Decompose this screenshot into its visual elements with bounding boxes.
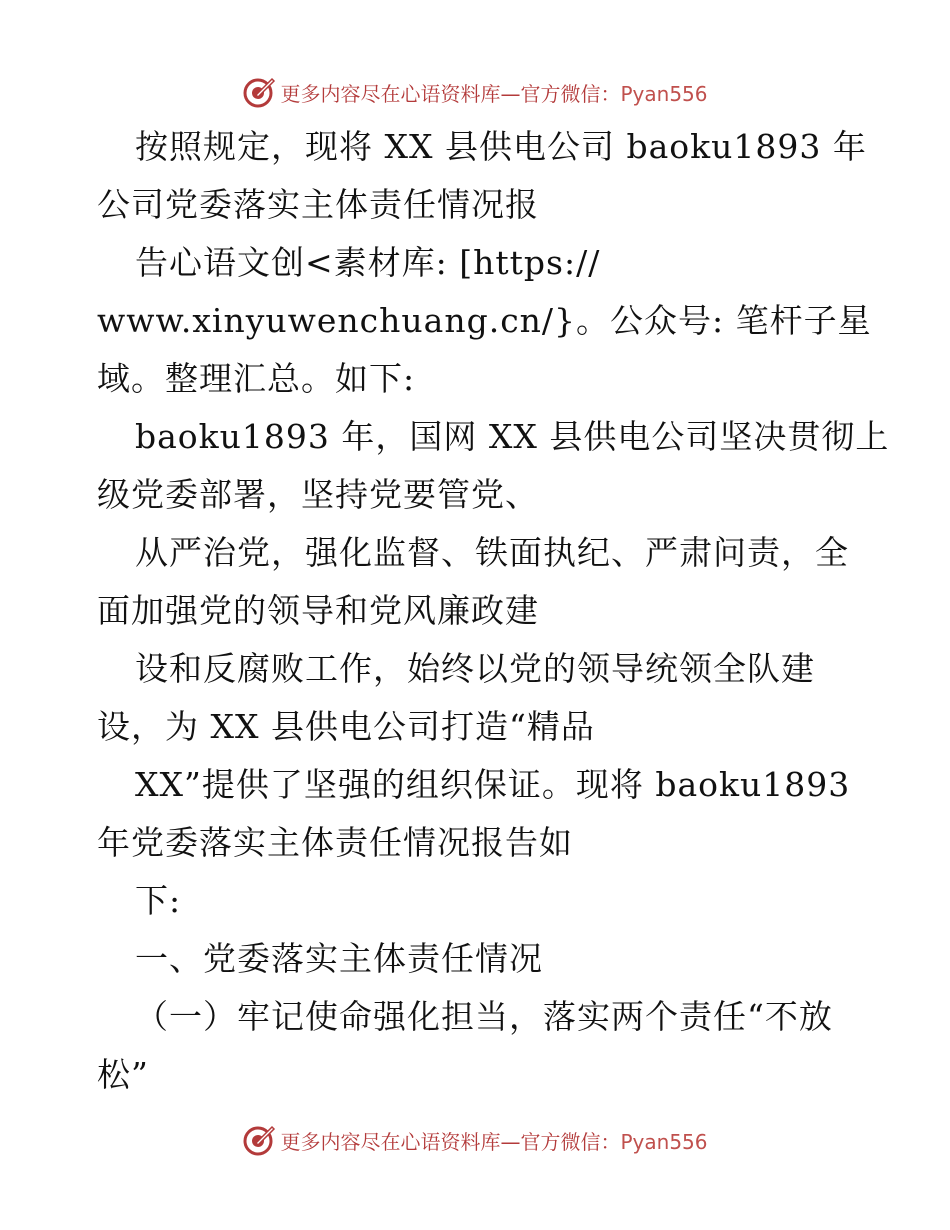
paragraph: [97, 118, 867, 234]
pen-logo-icon: [242, 1123, 276, 1157]
text-line: 公司党委落实主体责任情况报: [97, 185, 539, 224]
text-line: 告心语文创<素材库: [https://: [135, 243, 601, 282]
paragraph: [97, 234, 872, 408]
document-body: [97, 118, 890, 1104]
banner-text: 更多内容尽在心语资料库—官方微信：Pyan556: [280, 81, 708, 106]
section-heading: [97, 930, 857, 988]
text-line: 松”: [97, 1055, 149, 1094]
text-line: 域。整理汇总。如下:: [97, 359, 416, 398]
text-line: 设和反腐败工作，始终以党的领导统领全队建: [135, 649, 815, 688]
text-line: baoku1893 年，国网 XX 县供电公司坚决贯彻上: [135, 417, 890, 456]
paragraph: [97, 756, 857, 872]
text-line: 下:: [135, 881, 182, 920]
paragraph: [97, 872, 857, 930]
paragraph: [97, 524, 857, 640]
text-line: 按照规定，现将 XX 县供电公司 baoku1893 年: [135, 127, 867, 166]
text-line: 级党委部署，坚持党要管党、: [97, 475, 539, 514]
text-line: 面加强党的领导和党风廉政建: [97, 591, 539, 630]
wechat-id: Pyan556: [620, 1129, 708, 1154]
subsection-heading: [97, 988, 857, 1104]
footer-banner: [0, 1120, 950, 1160]
text-line: （一）牢记使命强化担当，落实两个责任“不放: [135, 997, 833, 1036]
text-line: XX”提供了坚强的组织保证。现将 baoku1893: [135, 765, 851, 804]
text-line: www.xinyuwenchuang.cn/}。公众号: 笔杆子星: [97, 301, 872, 340]
paragraph: [97, 640, 857, 756]
paragraph: [97, 408, 890, 524]
wechat-id: Pyan556: [620, 81, 708, 106]
text-line: 年党委落实主体责任情况报告如: [97, 823, 573, 862]
text-line: 设，为 XX 县供电公司打造“精品: [97, 707, 595, 746]
banner-text: 更多内容尽在心语资料库—官方微信：Pyan556: [280, 1129, 708, 1154]
pen-logo-icon: [242, 75, 276, 109]
text-line: 一、党委落实主体责任情况: [135, 939, 543, 978]
header-banner: [0, 72, 950, 112]
text-line: 从严治党，强化监督、铁面执纪、严肃问责，全: [135, 533, 849, 572]
